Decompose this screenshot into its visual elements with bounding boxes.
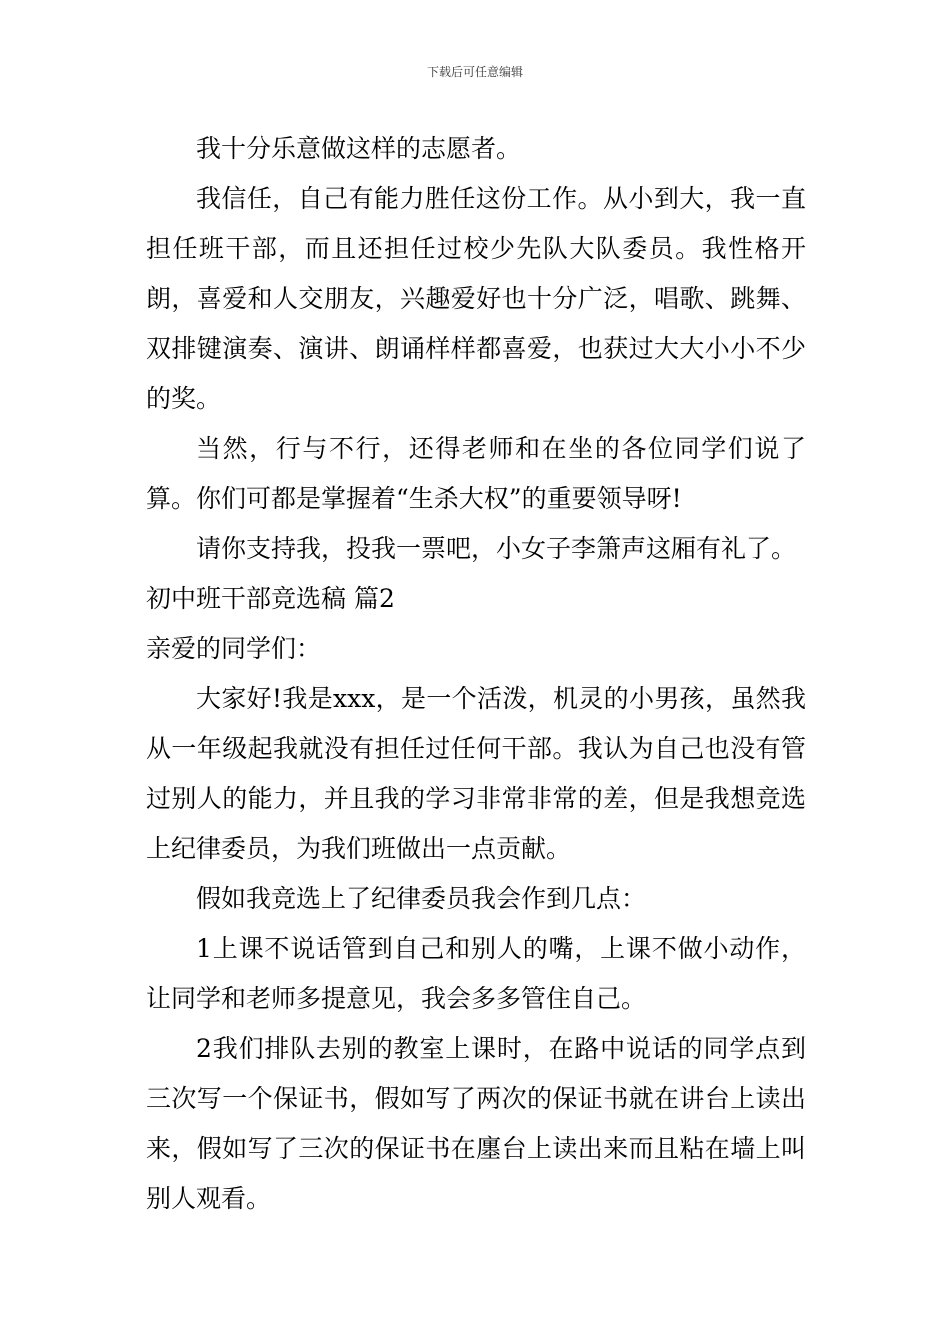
paragraph: 请你支持我，投我一票吧，小女子李箫声这厢有礼了。: [196, 534, 797, 563]
section-heading: 初中班干部竞选稿 篇2: [146, 584, 395, 613]
paragraph: 大家好!我是xxx，是一个活泼，机灵的小男孩，虽然我从一年级起我就没有担任过任何干部。我认为自己也没有管过别人的能力，并且我的学习非常非常的差，但是我想竞选上纪律委员，为我们班做出一点贡献。: [146, 684, 806, 863]
salutation: 亲爱的同学们：: [146, 634, 322, 663]
list-item: 1上课不说话管到自己和别人的嘴，上课不做小动作，让同学和老师多提意见，我会多多管住自己。: [146, 934, 806, 1013]
document-body: [146, 124, 806, 1224]
paragraph: 我信任，自己有能力胜任这份工作。从小到大，我一直担任班干部，而且还担任过校少先队大队委员。我性格开朗，喜爱和人交朋友，兴趣爱好也十分广泛，唱歌、跳舞、双排键演奏、演讲、朗诵样样都喜爱，也获过大大小小不少的奖。: [146, 184, 806, 413]
page-header: 下载后可任意编辑: [426, 65, 523, 79]
paragraph: 当然，行与不行，还得老师和在坐的各位同学们说了算。你们可都是掌握着“生杀大权”的重要领导呀!: [146, 434, 806, 513]
paragraph: 假如我竞选上了纪律委员我会作到几点：: [196, 884, 647, 913]
list-item: 2我们排队去别的教室上课时，在路中说话的同学点到三次写一个保证书，假如写了两次的保证书就在讲台上读出来，假如写了三次的保证书在廛台上读出来而且粘在墙上叫别人观看。: [146, 1034, 806, 1213]
paragraph: 我十分乐意做这样的志愿者。: [196, 134, 522, 163]
